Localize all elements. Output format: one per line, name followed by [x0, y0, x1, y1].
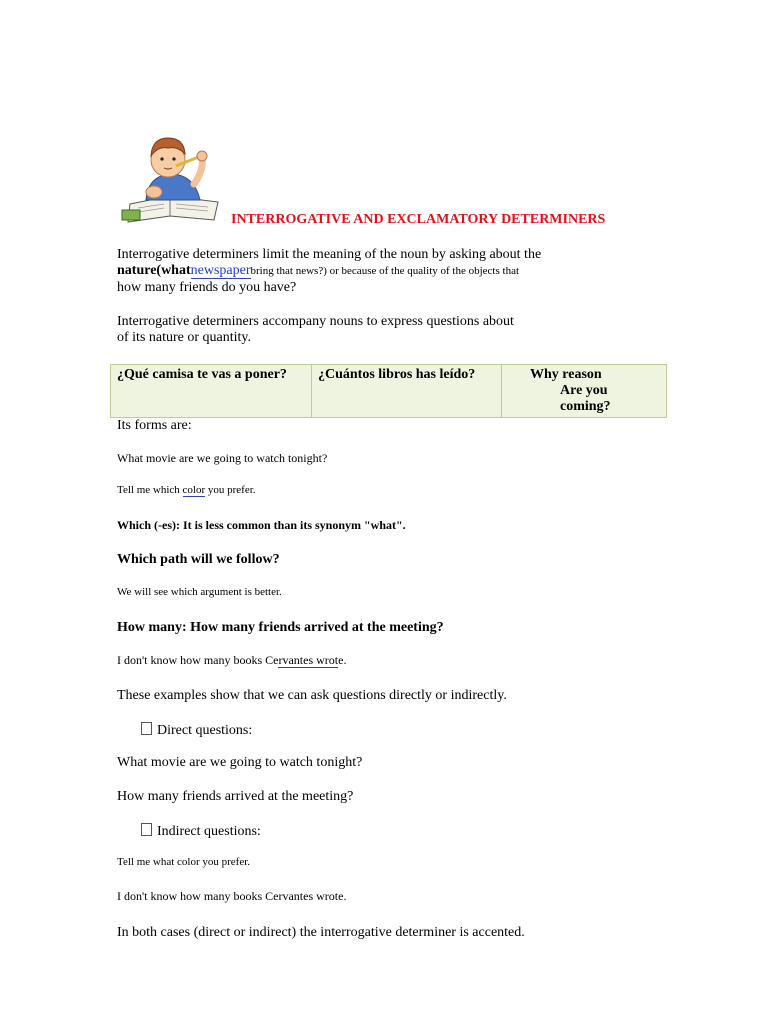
table-cell-cuantos: ¿Cuántos libros has leído?: [312, 365, 502, 418]
table-cell-que: ¿Qué camisa te vas a poner?: [111, 365, 312, 418]
examples-table: [110, 364, 667, 418]
label-text: Direct questions:: [157, 723, 253, 738]
which-heading: Which (-es): It is less common than its synonym "what".: [117, 518, 406, 532]
why-reason-text: Why reason: [530, 367, 602, 382]
how-many-heading: How many: How many friends arrived at the meeting?: [117, 620, 444, 635]
example-text: e.: [338, 653, 347, 667]
indirect-questions-label: [141, 823, 261, 840]
example-text: I don't know how many books Ce: [117, 653, 279, 667]
newspaper-link[interactable]: newspaper: [190, 263, 251, 278]
examples-show-text: These examples show that we can ask questions directly or indirectly.: [117, 688, 507, 703]
example-what-movie: What movie are we going to watch tonight?: [117, 451, 328, 465]
para2-line-1: Interrogative determiners accompany nouns to express questions about: [117, 314, 514, 329]
indirect-example-1: Tell me what color you prefer.: [117, 856, 251, 868]
para2-line-2: of its nature or quantity.: [117, 330, 252, 345]
boy-studying-illustration: [118, 126, 226, 226]
label-text: Indirect questions:: [157, 824, 261, 839]
direct-questions-label: [141, 722, 252, 739]
example-text: you prefer.: [205, 484, 256, 496]
forms-label: Its forms are:: [117, 418, 192, 433]
example-text: Tell me which: [117, 484, 183, 496]
cervantes-example: [117, 653, 346, 668]
color-link[interactable]: color: [182, 484, 206, 496]
bullet-icon: [141, 823, 152, 836]
example-which-color: [117, 484, 256, 496]
direct-example-1: What movie are we going to watch tonight?: [117, 755, 363, 770]
intro-line-2: [117, 263, 519, 279]
which-path-example: Which path will we follow?: [117, 552, 280, 567]
which-argument-example: We will see which argument is better.: [117, 586, 282, 598]
conclusion-text: In both cases (direct or indirect) the interrogative determiner is accented.: [117, 925, 525, 940]
intro-bold-text: nature(what: [117, 263, 191, 278]
intro-line-1: Interrogative determiners limit the meaning of the noun by asking about the: [117, 247, 542, 262]
indirect-example-2: I don't know how many books Cervantes wrote.: [117, 889, 347, 903]
direct-example-2: How many friends arrived at the meeting?: [117, 789, 354, 804]
intro-line-3: how many friends do you have?: [117, 280, 297, 295]
table-row: [111, 365, 667, 418]
cervantes-link[interactable]: rvantes wrot: [278, 653, 339, 667]
are-you-coming-text: Are you coming?: [560, 383, 611, 414]
table-cell-why: [502, 365, 667, 418]
bullet-icon: [141, 722, 152, 735]
page-title: INTERROGATIVE AND EXCLAMATORY DETERMINERS: [231, 212, 606, 227]
intro-small-text: bring that news?) or because of the quality of the objects that: [250, 265, 520, 277]
